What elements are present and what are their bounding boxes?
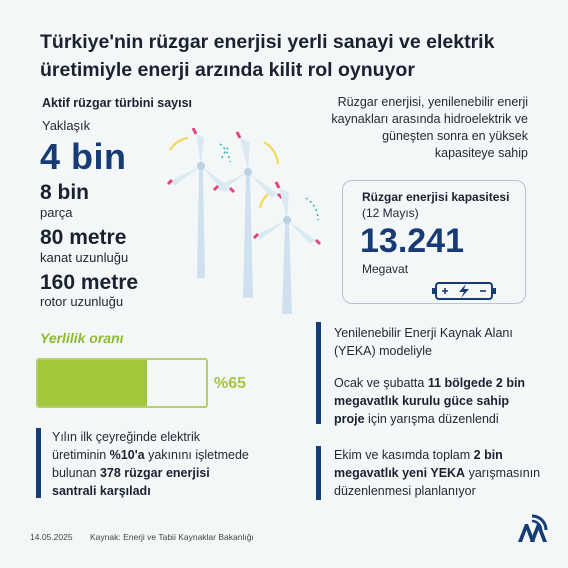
rotor-length-label: rotor uzunluğu bbox=[40, 294, 124, 309]
agency-logo-icon bbox=[514, 514, 550, 544]
blade-length-label: kanat uzunluğu bbox=[40, 250, 129, 265]
localization-bar-fill bbox=[38, 360, 147, 406]
turbine-count-label: Aktif rüzgar türbini sayısı bbox=[42, 96, 193, 110]
oct-nov-note: Ekim ve kasımda toplam 2 bin megavatlık yeni YEKA yarışmasının düzenlenmesi planlanıyor bbox=[334, 448, 541, 498]
note-marker bbox=[36, 428, 41, 498]
parts-label: parça bbox=[40, 205, 73, 220]
capacity-date: (12 Mayıs) bbox=[362, 206, 419, 220]
capacity-title: Rüzgar enerjisi kapasitesi bbox=[362, 190, 510, 204]
capacity-unit: Megavat bbox=[362, 262, 409, 276]
page-title: Türkiye'nin rüzgar enerjisi yerli sanayi ve elektrik üretimiyle enerji arzında kilit rol oynuyor bbox=[40, 31, 495, 81]
capacity-value: 13.241 bbox=[360, 222, 464, 260]
jan-feb-note: Ocak ve şubatta 11 bölgede 2 bin megavatlık kurulu güce sahip proje için yarışma düzenlendi bbox=[334, 376, 526, 426]
electricity-share-note: Yılın ilk çeyreğinde elektrik üretiminin %10'a yakınını işletmede bulunan 378 rüzgar enerjisi santrali karşıladı bbox=[52, 430, 249, 498]
blade-length-value: 80 metre bbox=[40, 226, 127, 249]
battery-icon bbox=[432, 280, 498, 302]
yeka-marker bbox=[316, 322, 321, 424]
approx-label: Yaklaşık bbox=[42, 118, 91, 133]
rotor-length-value: 160 metre bbox=[40, 271, 139, 294]
wind-energy-intro: Rüzgar enerjisi, yenilenebilir enerji kaynakları arasında hidroelektrik ve güneşten sonra en yüksek kapasiteye sahip bbox=[331, 95, 528, 160]
oct-nov-marker bbox=[316, 446, 321, 500]
localization-percent: %65 bbox=[214, 375, 247, 392]
footer-source: Kaynak: Enerji ve Tabii Kaynaklar Bakanlığı bbox=[90, 532, 254, 542]
turbine-icon-3 bbox=[254, 182, 320, 314]
yeka-note: Yenilenebilir Enerji Kaynak Alanı (YEKA) modeliyle bbox=[334, 326, 513, 358]
localization-label: Yerlilik oranı bbox=[40, 330, 124, 346]
footer-date: 14.05.2025 bbox=[30, 532, 73, 542]
turbine-count: 4 bin bbox=[40, 136, 127, 177]
turbine-icon-1 bbox=[168, 128, 234, 278]
parts-value: 8 bin bbox=[40, 181, 90, 204]
turbine-icon-2 bbox=[214, 132, 282, 298]
